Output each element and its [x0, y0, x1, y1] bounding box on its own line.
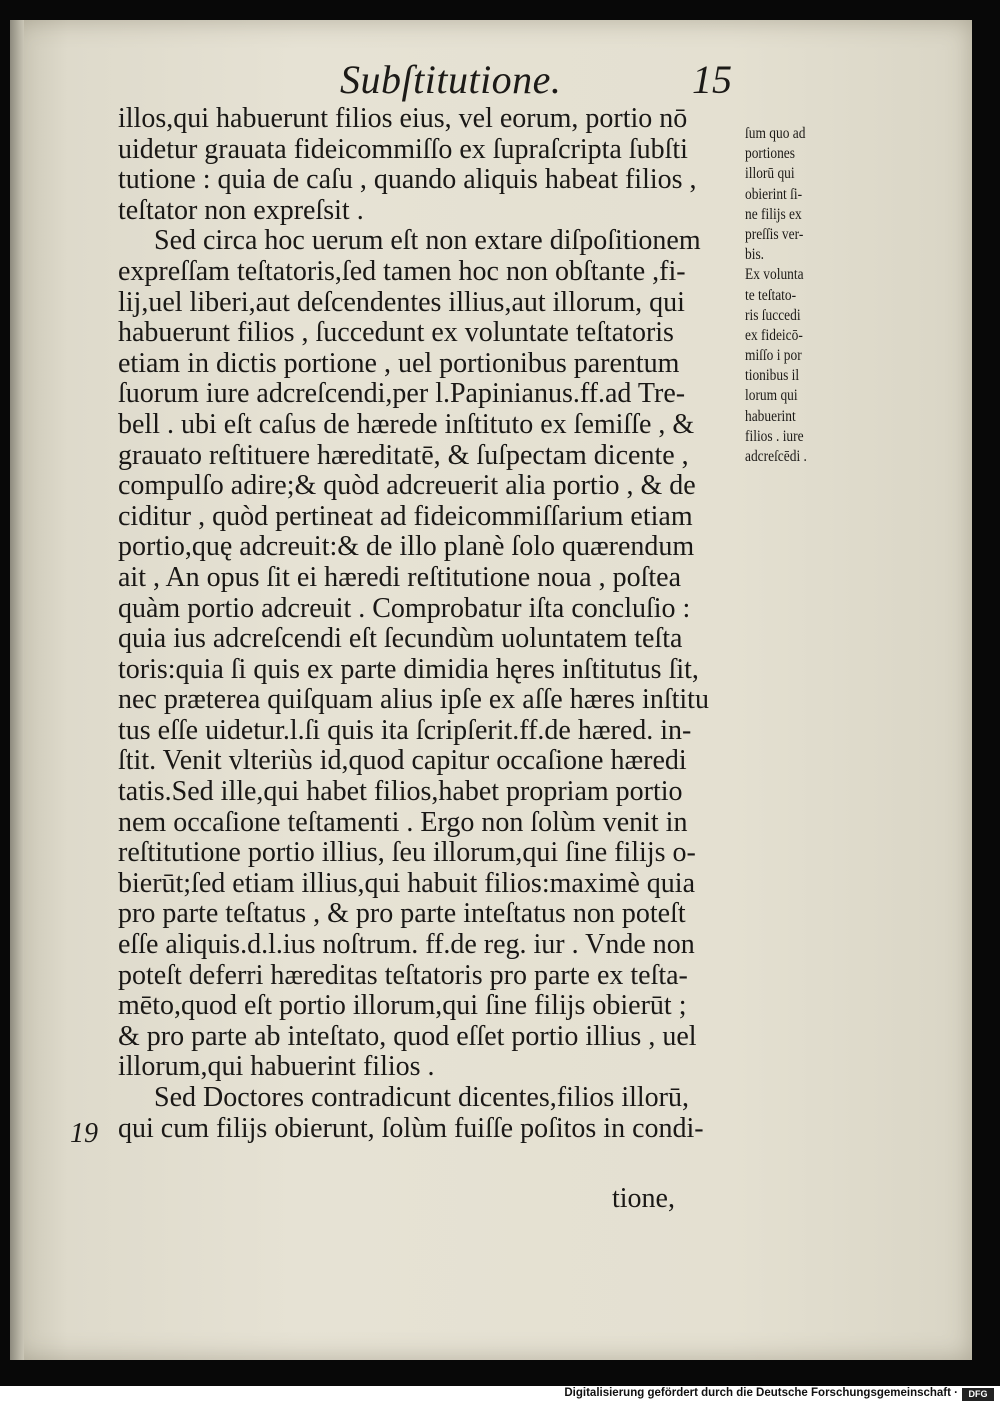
text-line: expreſſam teſtatoris,ſed tamen hoc non obſtante ,fi-: [118, 255, 686, 287]
text-line: grauato reſtituere hæreditatē, & ſuſpectam dicente ,: [118, 439, 689, 471]
dfg-logo: DFG: [962, 1388, 994, 1401]
footer-bar: [0, 1386, 1000, 1404]
text-line: quia ius adcreſcendi eſt ſecundùm uoluntatem teſta: [118, 623, 683, 655]
text-line: poteſt deferri hæreditas teſtatoris pro parte ex teſta-: [118, 959, 688, 991]
text-line: ait , An opus ſit ei hæredi reſtitutione noua , poſtea: [118, 561, 682, 593]
text-line: tus eſſe uidetur.l.ſi quis ita ſcripſerit.ff.de hæred. in-: [118, 714, 692, 746]
marginal-note-line: bis.: [745, 246, 765, 264]
text-line: ſtit. Venit vlteriùs id,quod capitur occaſione hæredi: [118, 745, 687, 777]
paragraph-number: 19: [70, 1118, 98, 1149]
text-line: illos,qui habuerunt filios eius, vel eorum, portio nō: [118, 103, 688, 134]
text-line: pro parte teſtatus , & pro parte inteſtatus non poteſt: [118, 898, 686, 930]
text-line: illorum,qui habuerint filios .: [118, 1051, 435, 1083]
text-line: Sed circa hoc uerum eſt non extare diſpoſitionem: [154, 225, 701, 257]
marginal-note-line: illorū qui: [745, 165, 795, 183]
text-line: compulſo adire;& quòd adcreuerit alia portio , & de: [118, 470, 696, 502]
text-line: bell . ubi eſt caſus de hærede inſtituto ex ſemiſſe , &: [118, 408, 695, 440]
text-line: bierūt;ſed etiam illius,qui habuit filios:maximè quia: [118, 867, 696, 899]
marginal-note-line: adcreſcēdi .: [745, 448, 807, 465]
marginal-note-line: ſum quo ad: [745, 125, 806, 142]
marginal-note: [745, 124, 865, 467]
marginal-note-line: miſſo i por: [745, 347, 802, 365]
marginal-note-line: habuerint: [745, 407, 796, 425]
marginal-note-line: obierint ſi-: [745, 185, 803, 203]
text-line: eſſe aliquis.d.l.ius noſtrum. ff.de reg. iur . Vnde non: [118, 929, 695, 961]
text-line: uidetur grauata fideicommiſſo ex ſupraſcripta ſubſti: [118, 133, 688, 165]
page-number: 15: [692, 57, 732, 102]
marginal-note-line: portiones: [745, 145, 795, 163]
text-line: qui cum filijs obierunt, ſolùm fuiſſe poſitos in condi-: [118, 1112, 704, 1144]
text-line: mēto,quod eſt portio illorum,qui ſine filijs obierūt ;: [118, 990, 687, 1022]
text-line: nec præterea quiſquam alius ipſe ex aſſe hæres inſtitu: [118, 684, 709, 716]
text-line: teſtator non expreſsit .: [118, 194, 364, 226]
text-line: & pro parte ab inteſtato, quod eſſet portio illius , uel: [118, 1020, 697, 1052]
marginal-note-line: filios . iure: [745, 427, 804, 445]
marginal-note-line: te teſtato-: [745, 286, 797, 304]
text-line: ſuorum iure adcreſcendi,per l.Papinianus.ff.ad Tre-: [118, 378, 686, 410]
funding-note: Digitalisierung gefördert durch die Deutsche Forschungsgemeinschaft ·: [564, 1387, 958, 1399]
text-line: habuerunt filios , ſuccedunt ex voluntate teſtatoris: [118, 317, 674, 349]
marginal-note-line: lorum qui: [745, 387, 798, 405]
running-title: Subſtitutione.: [340, 57, 562, 102]
text-line: Sed Doctores contradicunt dicentes,filios illorū,: [154, 1082, 689, 1113]
marginal-note-line: ne filijs ex: [745, 205, 802, 223]
marginal-note-line: Ex volunta: [745, 266, 804, 284]
main-text-block: [118, 104, 736, 1144]
text-line: tatis.Sed ille,qui habet filios,habet propriam portio: [118, 776, 683, 808]
text-line: tutione : quia de caſu , quando aliquis habeat filios ,: [118, 164, 697, 196]
text-line: lij,uel liberi,aut deſcendentes illius,aut illorum, qui: [118, 286, 685, 318]
text-line: toris:quia ſi quis ex parte dimidia hęres inſtitutus ſit,: [118, 653, 699, 685]
text-line: nem occaſione teſtamenti . Ergo non ſolùm venit in: [118, 806, 688, 838]
marginal-note-line: preſſis ver-: [745, 225, 804, 243]
page-gutter-edge: [10, 20, 24, 1360]
marginal-note-line: tionibus il: [745, 367, 800, 385]
marginal-note-line: ris ſuccedi: [745, 306, 801, 324]
text-line: ciditur , quòd pertineat ad fideicommiſſarium etiam: [118, 500, 693, 532]
marginal-note-line: ex fideicō-: [745, 326, 803, 344]
text-line: reſtitutione portio illius, ſeu illorum,qui ſine filijs o-: [118, 837, 696, 869]
text-line: etiam in dictis portione , uel portionibus parentum: [118, 347, 680, 379]
text-line: quàm portio adcreuit . Comprobatur iſta concluſio :: [118, 592, 691, 624]
text-line: portio,quę adcreuit:& de illo planè ſolo quærendum: [118, 531, 695, 563]
catchword: tione,: [612, 1183, 675, 1214]
